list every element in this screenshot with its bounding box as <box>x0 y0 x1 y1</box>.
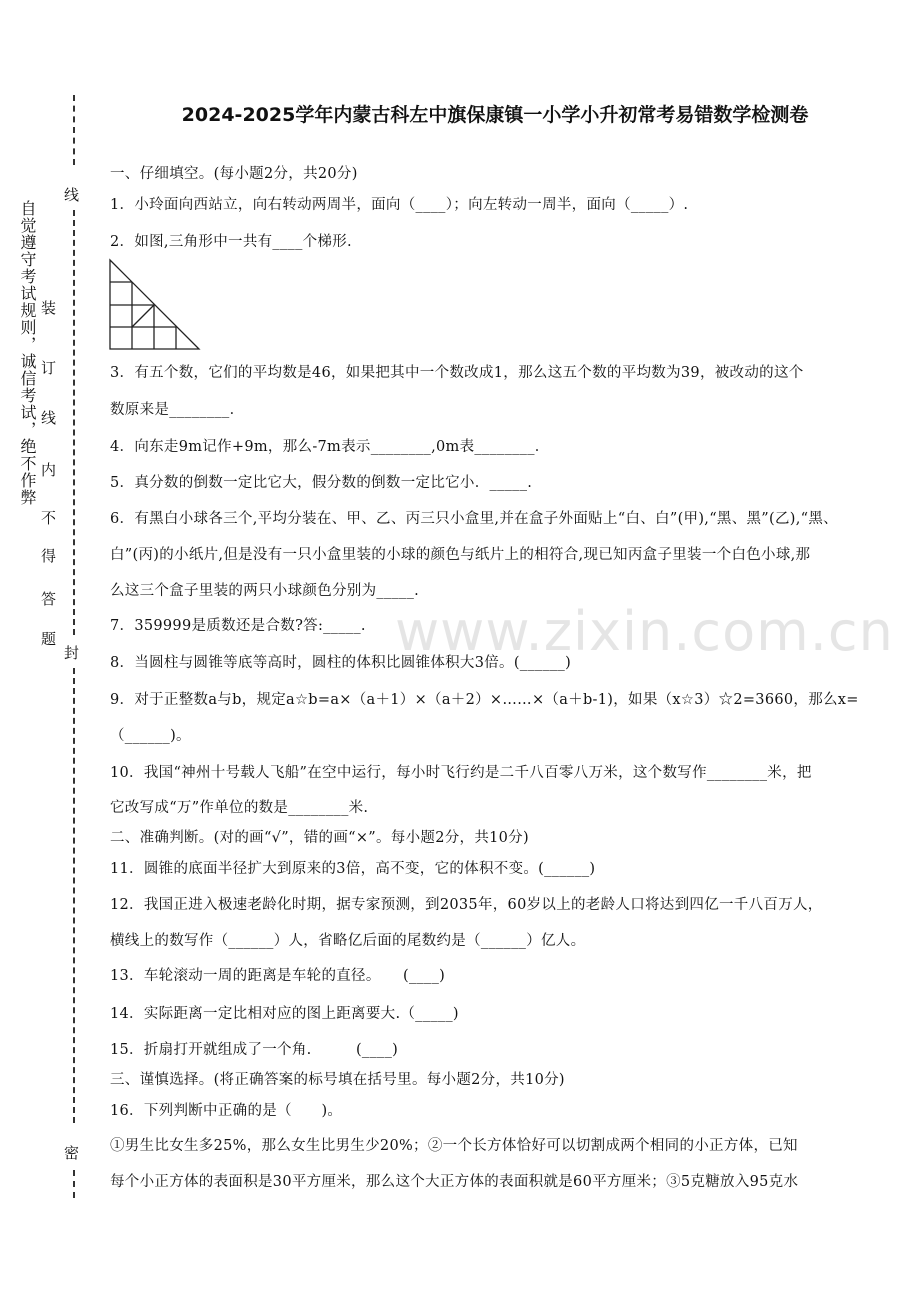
question-14: 14．实际距离一定比相对应的图上距离要大.（_____) <box>110 1006 459 1022</box>
question-16-option-line-1: ①男生比女生多25%，那么女生比男生少20%；②一个长方体恰好可以切割成两个相同的小正方体，已知 <box>110 1138 798 1154</box>
question-3-line-2: 数原来是________． <box>110 402 245 418</box>
binding-dashed-line-bottom <box>73 1170 75 1198</box>
question-6-line-1: 6．有黑白小球各三个,平均分装在、甲、乙、丙三只小盒里,并在盒子外面贴上“白、白”(甲),“黑、黑”(乙),“黑、 <box>110 511 838 527</box>
binding-dashed-line-low <box>73 668 75 1123</box>
binding-mark-line: 线 <box>64 182 79 207</box>
question-6-line-3: 么这三个盒子里装的两只小球颜色分别为_____. <box>110 583 420 599</box>
binding-word: 内 <box>41 461 57 479</box>
binding-dashed-line-top <box>73 95 75 165</box>
binding-word: 订 <box>41 359 57 377</box>
question-3-line-1: 3．有五个数，它们的平均数是46，如果把其中一个数改成1，那么这五个数的平均数为39，被改动的这个 <box>110 365 804 381</box>
question-8: 8．当圆柱与圆锥等底等高时，圆柱的体积比圆锥体积大3倍。(______) <box>110 655 572 671</box>
question-15: 15．折扇打开就组成了一个角. (____) <box>110 1042 399 1058</box>
binding-word: 答 <box>41 590 57 608</box>
section-heading-multiple-choice: 三、谨慎选择。(将正确答案的标号填在括号里。每小题2分，共10分) <box>110 1072 565 1088</box>
binding-word: 得 <box>41 547 57 565</box>
question-11: 11．圆锥的底面半径扩大到原来的3倍，高不变，它的体积不变。(______) <box>110 861 596 877</box>
exam-title: 2024-2025学年内蒙古科左中旗保康镇一小学小升初常考易错数学检测卷 <box>181 104 809 126</box>
question-7: 7．359999是质数还是合数?答:_____. <box>110 618 366 634</box>
question-16: 16．下列判断中正确的是（ )。 <box>110 1103 343 1119</box>
exam-rules-text: 自觉遵守考试规则，诚信考试，绝不作弊 <box>18 200 37 506</box>
question-9-line-1: 9．对于正整数a与b，规定a☆b=a×（a＋1）×（a＋2）×……×（a＋b-1)，如果（x☆3）☆2=3660，那么x= <box>110 692 859 708</box>
section-heading-fill-in: 一、仔细填空。(每小题2分，共20分) <box>110 166 358 182</box>
question-9-line-2: （______)。 <box>110 728 191 744</box>
binding-word: 线 <box>41 409 57 427</box>
question-6-line-2: 白”(丙)的小纸片,但是没有一只小盒里装的小球的颜色与纸片上的相符合,现已知丙盒子里装一个白色小球,那 <box>110 547 811 563</box>
question-5: 5．真分数的倒数一定比它大，假分数的倒数一定比它小．_____. <box>110 475 533 491</box>
question-10-line-2: 它改写成“万”作单位的数是________米. <box>110 800 369 816</box>
binding-word: 题 <box>41 630 57 648</box>
question-12-line-1: 12．我国正进入极速老龄化时期，据专家预测，到2035年，60岁以上的老龄人口将达到四亿一千八百万人， <box>110 897 823 913</box>
question-16-option-line-2: 每个小正方体的表面积是30平方厘米，那么这个大正方体的表面积就是60平方厘米；③5克糖放入95克水 <box>110 1174 799 1190</box>
binding-dashed-line-mid <box>73 210 75 635</box>
section-heading-true-false: 二、准确判断。(对的画“√”，错的画“×”。每小题2分，共10分) <box>110 830 529 846</box>
binding-mark-seal: 封 <box>64 640 79 665</box>
watermark: www.zixin.com.cn <box>395 600 894 663</box>
question-1: 1．小玲面向西站立，向右转动两周半，面向（____）；向左转动一周半，面向（_____）. <box>110 197 689 213</box>
question-13: 13．车轮滚动一周的距离是车轮的直径。 (____) <box>110 968 446 984</box>
triangle-trapezoid-figure <box>108 258 202 352</box>
question-2: 2．如图,三角形中一共有____个梯形. <box>110 234 352 250</box>
question-10-line-1: 10．我国“神州十号载人飞船”在空中运行，每小时飞行约是二千八百零八万米，这个数写作________米，把 <box>110 765 812 781</box>
question-4: 4．向东走9m记作+9m，那么-7m表示________,0m表________． <box>110 439 550 455</box>
binding-word: 不 <box>41 509 57 527</box>
binding-word: 装 <box>41 299 57 317</box>
binding-mark-close: 密 <box>64 1140 79 1165</box>
question-12-line-2: 横线上的数写作（______）人，省略亿后面的尾数约是（______）亿人。 <box>110 933 586 949</box>
binding-margin <box>0 0 100 1302</box>
